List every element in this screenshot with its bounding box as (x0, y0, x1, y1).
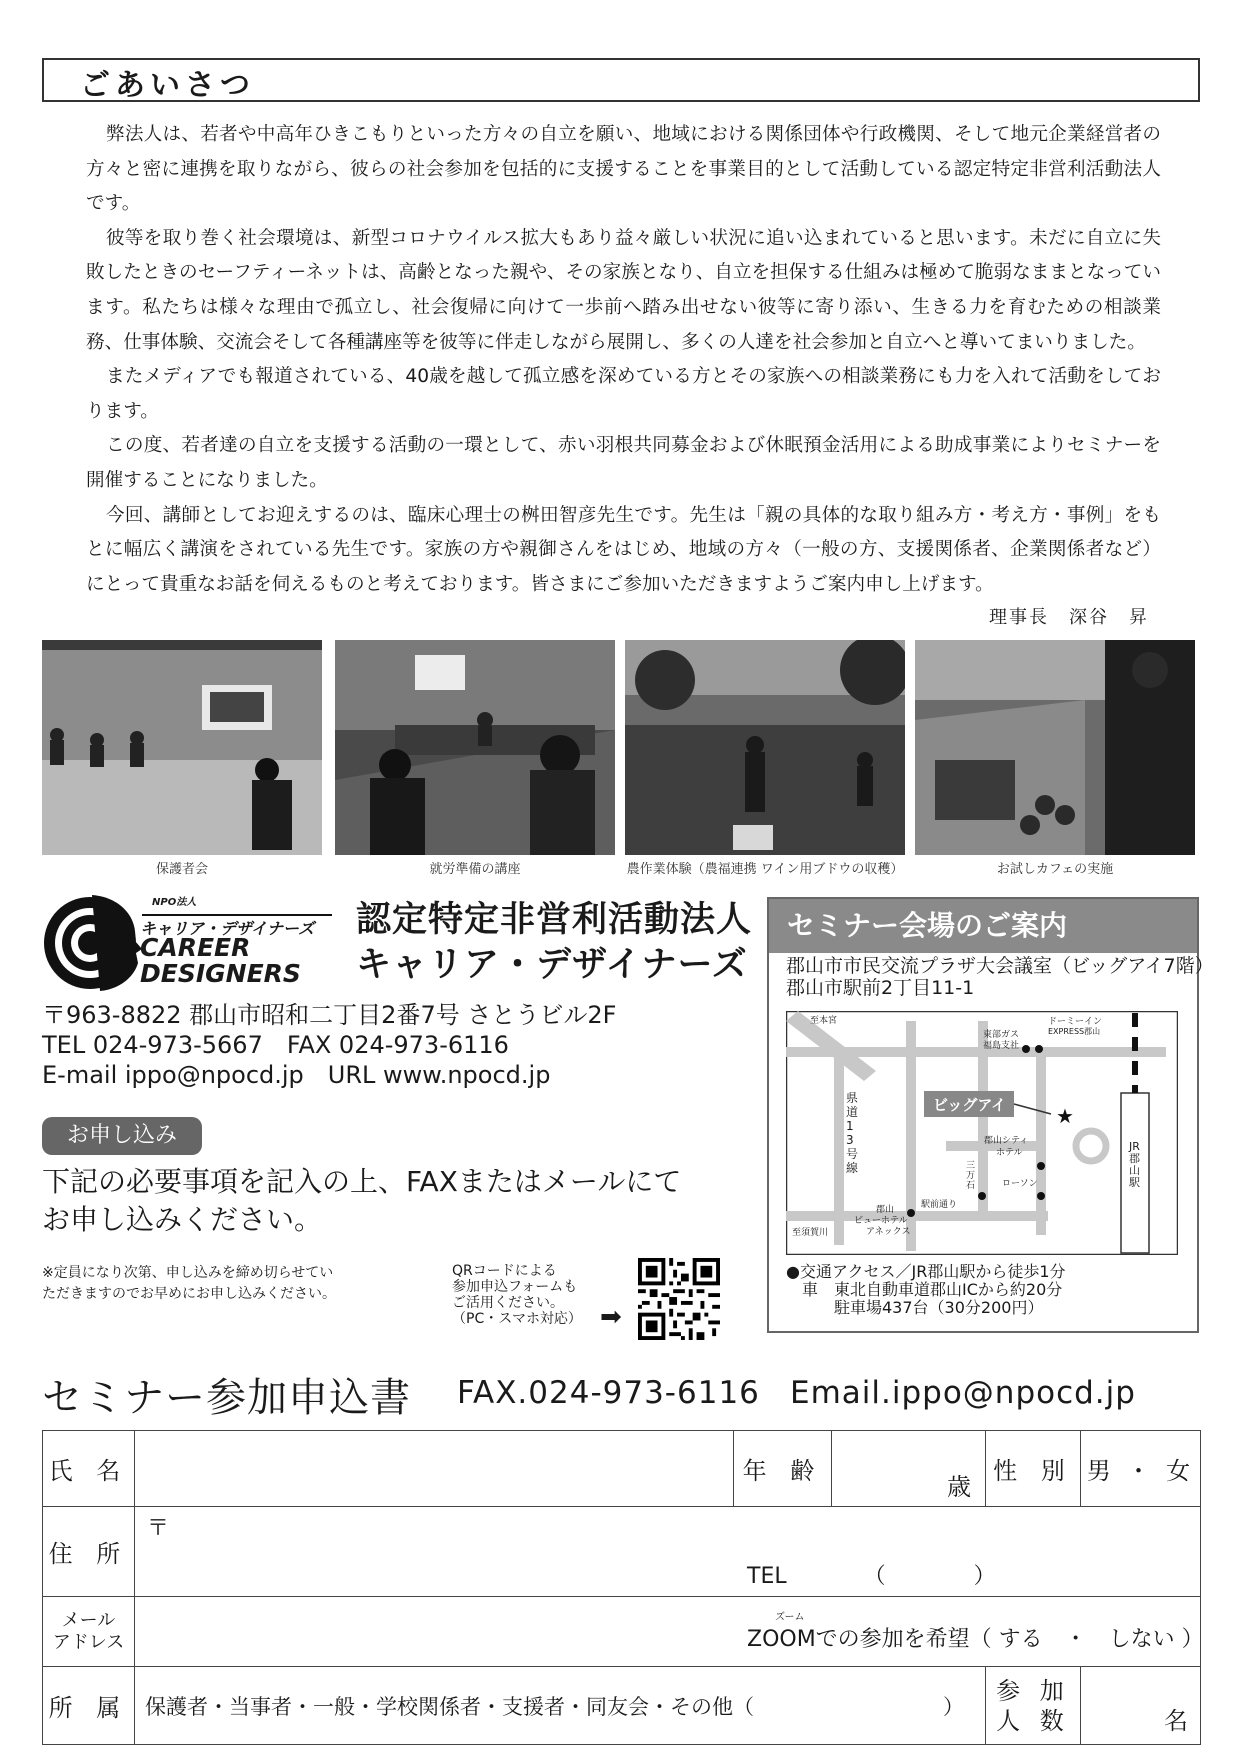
map-label-dormy: ドーミーイン (1048, 1017, 1103, 1027)
map-label-jr: JR郡山駅 (1129, 1140, 1140, 1189)
org-address: 〒963-8822 郡山市昭和二丁目2番7号 さとうビル2F (42, 1001, 617, 1029)
greeting-paragraph: 彼等を取り巻く社会環境は、新型コロナウイルス拡大もあり益々厳しい状況に追い込まれていると思います。未だに自立に失敗したときのセーフティーネットは、高齢となった親や、その家族となり、自立を担保する仕組みは極めて脆弱なままとなっています。私たちは様々な理由で孤立し、社会復帰に向けて一歩前へ踏み出せない彼等に寄り添い、生きる力を育むための相談業務、仕事体験、交流会そして各種講座等を彼等に伴走しながら展開し、多くの人達を社会参加と自立へと導いてまいりました。 (86, 227, 1161, 353)
email-label-line: メール (61, 1609, 116, 1631)
qr-description (452, 1263, 582, 1327)
photo-caption: 農作業体験（農福連携 ワイン用ブドウの収穫） (626, 862, 904, 877)
application-title: セミナー参加申込書 (42, 1375, 411, 1421)
participants-unit: 名 (1164, 1707, 1188, 1735)
zoom-ruby: ズーム (775, 1611, 805, 1623)
address-field[interactable] (135, 1507, 1201, 1597)
access-line: 駐車場437台（30分200円） (786, 1298, 1044, 1317)
greeting-title: ごあいさつ (80, 68, 255, 103)
address-label: 住 所 (43, 1507, 135, 1597)
name-field[interactable] (135, 1431, 734, 1507)
greeting-paragraph: この度、若者達の自立を支援する活動の一環として、赤い羽根共同募金および休眠預金活用による助成事業によりセミナーを開催することになりました。 (86, 435, 1161, 491)
sex-label: 性 別 (986, 1431, 1081, 1507)
map-label-bigeye: ビッグアイ (933, 1096, 1007, 1114)
greeting-body (86, 118, 1161, 602)
org-email-url: E-mail ippo@npocd.jp URL www.npocd.jp (42, 1061, 551, 1089)
logo-career: CAREER (140, 933, 251, 962)
apply-line: お申し込みください。 (42, 1203, 323, 1236)
name-label: 氏 名 (43, 1431, 135, 1507)
access-info (786, 1263, 1066, 1317)
arrow-right-icon: ➡ (600, 1302, 622, 1332)
qr-line: ご活用ください。 (452, 1295, 564, 1311)
map-label-ekimae: 駅前通り (921, 1200, 958, 1210)
venue-address (786, 955, 1214, 999)
email-label-line: アドレス (52, 1631, 125, 1653)
qr-line: QRコードによる (452, 1263, 557, 1279)
photo-caption: お試しカフェの実施 (996, 862, 1114, 877)
map-label-dormy2: EXPRESS郡山 (1048, 1027, 1101, 1036)
venue-address-line: 郡山市市民交流プラザ大会議室（ビッグアイ7階） (786, 955, 1214, 977)
venue-heading: セミナー会場のご案内 (769, 899, 1197, 953)
map-label-sanbo: 三万石 (966, 1161, 976, 1191)
map-label-gas: 東部ガス (983, 1030, 1020, 1040)
org-name (356, 898, 752, 988)
org-name-line2: キャリア・デザイナーズ (356, 945, 748, 985)
apply-instructions (42, 1163, 681, 1239)
logo-designers: DESIGNERS (140, 959, 301, 988)
map-label-gas2: 福島支社 (983, 1041, 1020, 1051)
apply-badge: お申し込み (42, 1117, 202, 1155)
photo-farm-work (625, 640, 905, 855)
age-label: 年 齢 (734, 1431, 832, 1507)
map-label-viewhotel3: アネックス (866, 1227, 911, 1237)
qr-code[interactable] (638, 1258, 720, 1340)
map-label-cityhotel2: ホテル (996, 1148, 1023, 1158)
org-tel-fax: TEL 024-973-5667 FAX 024-973-6116 (42, 1031, 509, 1059)
logo-npo-label: NPO法人 (152, 897, 197, 908)
venue-address-line: 郡山市駅前2丁目11-1 (786, 977, 975, 999)
email-field[interactable] (135, 1597, 1204, 1667)
affiliation-options[interactable]: 保護者・当事者・一般・学校関係者・支援者・同友会・その他（ ） (135, 1667, 986, 1745)
participants-label-line: 参 加 (996, 1676, 1070, 1705)
capacity-note (42, 1263, 336, 1305)
note-line: ただきますのでお早めにお申し込みください。 (42, 1286, 336, 1302)
chairman-signature: 理事長 深谷 昇 (989, 607, 1149, 628)
photo-parents-meeting (42, 640, 322, 855)
map-label-hongu: 至本宮 (810, 1016, 838, 1026)
logo-kana: キャリア・デザイナーズ (140, 919, 315, 938)
greeting-paragraph: またメディアでも報道されている、40歳を越して孤立感を深めている方とその家族への相談業務にも力を入れて活動をしております。 (86, 366, 1161, 422)
qr-line: 参加申込フォームも (452, 1279, 578, 1295)
access-map (786, 1011, 1178, 1255)
age-field[interactable] (832, 1431, 986, 1507)
application-fax: FAX.024-973-6116 (457, 1375, 760, 1411)
greeting-paragraph: 弊法人は、若者や中高年ひきこもりといった方々の自立を願い、地域における関係団体や行政機関、そして地元企業経営者の方々と密に連携を取りながら、彼らの社会参加を包括的に支援することを事業目的として活動している認定特定非営利活動法人です。 (86, 124, 1161, 215)
greeting-paragraph: 今回、講師としてお迎えするのは、臨床心理士の桝田智彦先生です。先生は「親の具体的な取り組み方・考え方・事例」をもとに幅広く講演をされている先生です。家族の方や親御さんをはじめ、地域の方々（一般の方、支援関係者、企業関係者など）にとって貴重なお話を伺えるものと考えております。皆さまにご参加いただきますようご案内申し上げます。 (86, 504, 1161, 595)
sex-field[interactable]: 男 ・ 女 (1081, 1431, 1201, 1507)
org-contact (42, 1000, 616, 1090)
map-label-viewhotel2: ビューホテル (854, 1216, 908, 1226)
map-label-viewhotel: 郡山 (876, 1205, 895, 1215)
access-line: ●交通アクセス／JR郡山駅から徒歩1分 (786, 1262, 1066, 1281)
zoom-option[interactable]: ZOOMでの参加を希望（ する ・ しない ） (747, 1626, 1204, 1652)
map-label-sukagawa: 至須賀川 (792, 1228, 829, 1238)
org-name-line1: 認定特定非営利活動法人 (356, 900, 753, 940)
svg-text:★: ★ (1056, 1104, 1074, 1128)
postal-mark: 〒 (147, 1516, 170, 1541)
photo-work-lecture (335, 640, 615, 855)
age-unit: 歳 (947, 1473, 971, 1501)
photo-caption: 保護者会 (155, 862, 208, 877)
affiliation-label: 所 属 (43, 1667, 135, 1745)
qr-line: （PC・スマホ対応） (452, 1311, 582, 1327)
application-email[interactable]: Email.ippo@npocd.jp (790, 1375, 1136, 1411)
participants-label (986, 1667, 1081, 1745)
email-label (43, 1597, 135, 1667)
application-form (42, 1430, 1204, 1745)
photo-caption: 就労準備の講座 (429, 862, 521, 877)
participants-label-line: 人 数 (996, 1706, 1070, 1735)
photo-trial-cafe (915, 640, 1195, 855)
map-label-route13: 県道13号線 (846, 1091, 859, 1175)
map-label-lawson: ローソン (1002, 1179, 1038, 1189)
participants-field[interactable] (1081, 1667, 1201, 1745)
tel-field[interactable]: TEL （ ） (747, 1564, 996, 1589)
access-line: 車 東北自動車道郡山ICから約20分 (786, 1280, 1063, 1299)
map-label-cityhotel: 郡山シティ (984, 1136, 1029, 1146)
apply-line: 下記の必要事項を記入の上、FAXまたはメールにて (42, 1165, 682, 1198)
note-line: ※定員になり次第、申し込みを締め切らせてい (42, 1265, 334, 1281)
career-designers-logo (42, 893, 342, 993)
